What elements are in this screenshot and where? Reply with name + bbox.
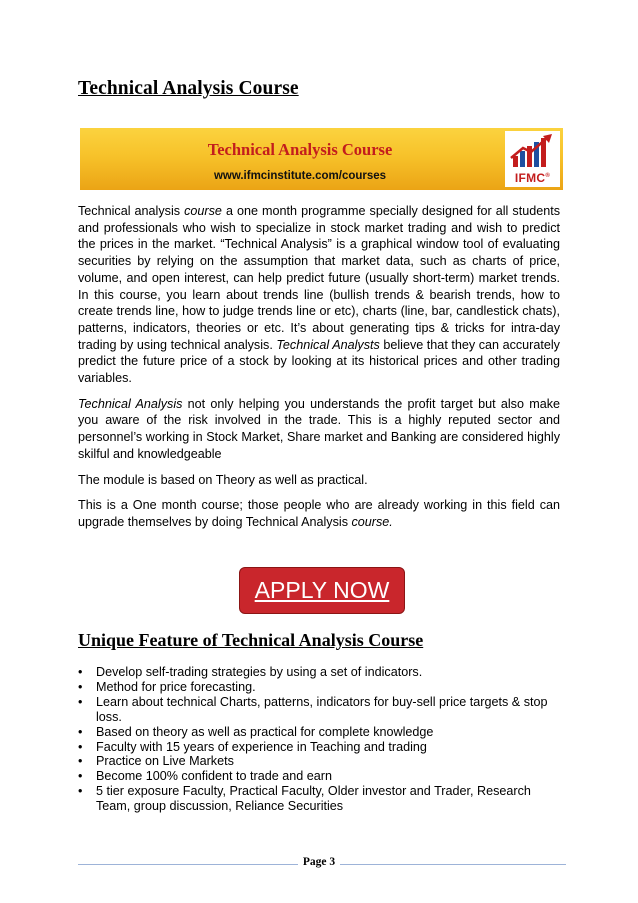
paragraph-intro: Technical analysis course a one month programme specially designed for all students and professionals who wish to specialize in stock market trading and wish to predict the prices in the market. “Technical Analysis” is a graphical window tool of evaluating securities by relying on the assumption that market data, such as charts of price, volume, and open interest, can help predict future (usually short-term) market trends. In this course, you learn about trends line (bullish trends & bearish trends, how to create trends line, how to judge trends line or etc), charts (line, bar, candlestick chats), patterns, indicators, theories or etc. It’s about generating tips & tricks for intra-day trading by using technical analysis. Technical Analysts believe that they can accurately predict the future price of a stock by looking at its historical prices and other trading variables.: [78, 204, 561, 386]
paragraph-module: The module is based on Theory as well as practical.: [78, 472, 368, 487]
page-title: Technical Analysis Course: [78, 78, 299, 99]
list-item: • Faculty with 15 years of experience in Teaching and trading: [78, 740, 560, 755]
paragraph-risk: Technical Analysis not only helping you understands the profit target but also make you aware of the risk involved in the trade. This is a highly reputed sector and personnel’s working in Stock Market, Share market and Banking are considered highly skilful and knowledgeable: [78, 396, 561, 461]
footer-divider-right: [340, 864, 566, 865]
banner-title: Technical Analysis Course: [207, 140, 393, 159]
features-list: [78, 665, 560, 814]
rising-bar-chart-icon: [509, 132, 556, 168]
list-item: • Method for price forecasting.: [78, 680, 560, 695]
list-item: • Based on theory as well as practical for complete knowledge: [78, 725, 560, 740]
list-item: • 5 tier exposure Faculty, Practical Faculty, Older investor and Trader, Research Team, group discussion, Reliance Securities: [78, 784, 560, 814]
course-banner: [80, 128, 563, 190]
footer-divider-left: [78, 864, 298, 865]
banner-url[interactable]: www.ifmcinstitute.com/courses: [213, 170, 387, 182]
ifmc-logo: [505, 131, 560, 187]
apply-now-button[interactable]: APPLY NOW: [239, 567, 405, 614]
list-item: • Develop self-trading strategies by using a set of indicators.: [78, 665, 560, 680]
paragraph-duration: This is a One month course; those people who are already working in this field can upgrade themselves by doing Technical Analysis course.: [78, 498, 560, 529]
list-item: • Practice on Live Markets: [78, 754, 560, 769]
body-content: [78, 203, 560, 540]
page-number: Page 3: [302, 856, 336, 868]
list-item: • Learn about technical Charts, patterns, indicators for buy-sell price targets & stop loss.: [78, 695, 560, 725]
features-heading: Unique Feature of Technical Analysis Course: [78, 630, 424, 650]
logo-text: IFMC®: [514, 171, 551, 185]
list-item: • Become 100% confident to trade and earn: [78, 769, 560, 784]
